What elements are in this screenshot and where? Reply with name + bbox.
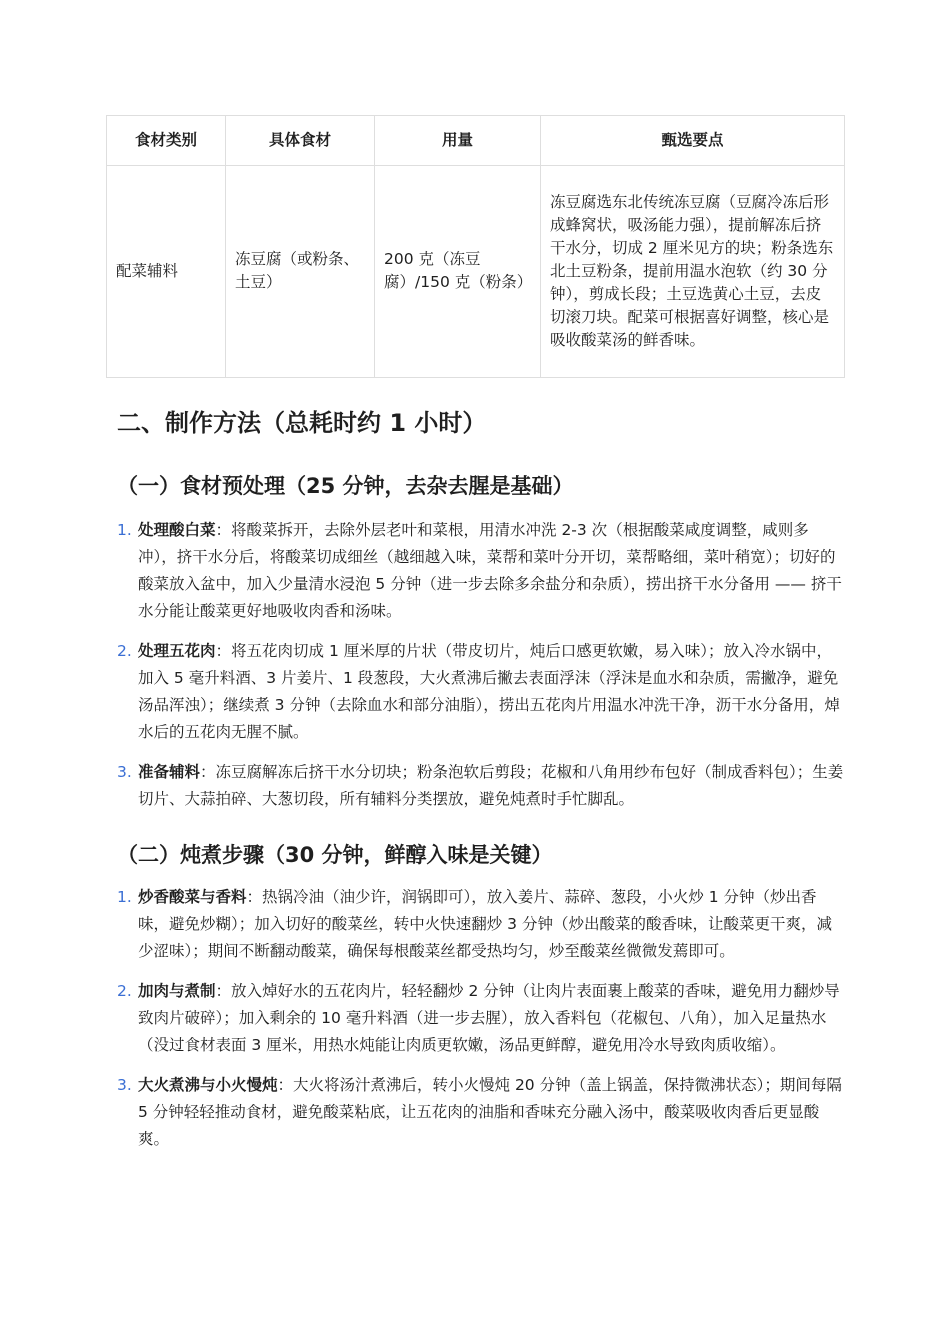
prep-steps-list (117, 517, 847, 826)
header-category: 食材类别 (107, 116, 226, 166)
step-text: ：放入焯好水的五花肉片，轻轻翻炒 2 分钟（让肉片表面裹上酸菜的香味，避免用力翻炒导致肉片破碎）；加入剩余的 10 毫升料酒（进一步去腥），放入香料包（花椒包、八角），加入足量热水（没过食材表面 3 厘米，用热水炖能让肉质更软嫩，汤品更鲜醇，避免用冷水导致肉质收缩）。 (138, 982, 840, 1054)
list-item (117, 978, 847, 1059)
step-label: 准备辅料 (138, 763, 201, 781)
step-label: 大火煮沸与小火慢炖 (138, 1076, 278, 1094)
cell-notes: 冻豆腐选东北传统冻豆腐（豆腐冷冻后形成蜂窝状，吸汤能力强），提前解冻后挤干水分，切成 2 厘米见方的块；粉条选东北土豆粉条，提前用温水泡软（约 30 分钟），剪成长段；土豆选黄心土豆，去皮切滚刀块。配菜可根据喜好调整，核心是吸收酸菜汤的鲜香味。 (541, 166, 845, 378)
list-number: 2. (117, 642, 132, 660)
ingredient-table (106, 115, 845, 378)
list-number: 1. (117, 521, 132, 539)
step-text: ：热锅冷油（油少许，润锅即可），放入姜片、蒜碎、葱段，小火炒 1 分钟（炒出香味，避免炒糊）；加入切好的酸菜丝，转中火快速翻炒 3 分钟（炒出酸菜的酸香味，让酸菜更干爽，减少涩味）；期间不断翻动酸菜，确保每根酸菜丝都受热均匀，炒至酸菜丝微微发蔫即可。 (138, 888, 832, 960)
step-label: 加肉与煮制 (138, 982, 216, 1000)
list-number: 2. (117, 982, 132, 1000)
section-title: 二、制作方法（总耗时约 1 小时） (117, 409, 487, 437)
cell-category: 配菜辅料 (107, 166, 226, 378)
header-item: 具体食材 (226, 116, 375, 166)
list-item (117, 638, 847, 746)
table-header-row (107, 116, 845, 166)
step-text: ：将酸菜拆开，去除外层老叶和菜根，用清水冲洗 2-3 次（根据酸菜咸度调整，咸则多冲），挤干水分后，将酸菜切成细丝（越细越入味，菜帮和菜叶分开切，菜帮略细，菜叶稍宽）；切好的酸菜放入盆中，加入少量清水浸泡 5 分钟（进一步去除多余盐分和杂质），捞出挤干水分备用 —— 挤干水分能让酸菜更好地吸收肉香和汤味。 (138, 521, 842, 620)
list-item (117, 884, 847, 965)
cell-amount: 200 克（冻豆腐）/150 克（粉条） (375, 166, 541, 378)
step-text: ：冻豆腐解冻后挤干水分切块；粉条泡软后剪段；花椒和八角用纱布包好（制成香料包）；生姜切片、大蒜拍碎、大葱切段，所有辅料分类摆放，避免炖煮时手忙脚乱。 (138, 763, 844, 808)
step-text: ：大火将汤汁煮沸后，转小火慢炖 20 分钟（盖上锅盖，保持微沸状态）；期间每隔 5 分钟轻轻推动食材，避免酸菜粘底，让五花肉的油脂和香味充分融入汤中，酸菜吸收肉香后更显酸爽。 (138, 1076, 842, 1148)
table-row (107, 166, 845, 378)
step-label: 炒香酸菜与香料 (138, 888, 247, 906)
subsection-title-stew: （二）炖煮步骤（30 分钟，鲜醇入味是关键） (117, 843, 553, 867)
header-amount: 用量 (375, 116, 541, 166)
subsection-title-prep: （一）食材预处理（25 分钟，去杂去腥是基础） (117, 474, 574, 498)
step-label: 处理酸白菜 (138, 521, 216, 539)
step-label: 处理五花肉 (138, 642, 216, 660)
list-item (117, 517, 847, 625)
header-notes: 甄选要点 (541, 116, 845, 166)
list-number: 3. (117, 763, 132, 781)
cell-item: 冻豆腐（或粉条、土豆） (226, 166, 375, 378)
list-item (117, 759, 847, 813)
list-item (117, 1072, 847, 1153)
list-number: 3. (117, 1076, 132, 1094)
step-text: ：将五花肉切成 1 厘米厚的片状（带皮切片，炖后口感更软嫩，易入味）；放入冷水锅中，加入 5 毫升料酒、3 片姜片、1 段葱段，大火煮沸后撇去表面浮沫（浮沫是血水和杂质，需撇净，避免汤品浑浊）；继续煮 3 分钟（去除血水和部分油脂），捞出五花肉片用温水冲洗干净，沥干水分备用，焯水后的五花肉无腥不腻。 (138, 642, 840, 741)
stew-steps-list (117, 884, 847, 1166)
list-number: 1. (117, 888, 132, 906)
